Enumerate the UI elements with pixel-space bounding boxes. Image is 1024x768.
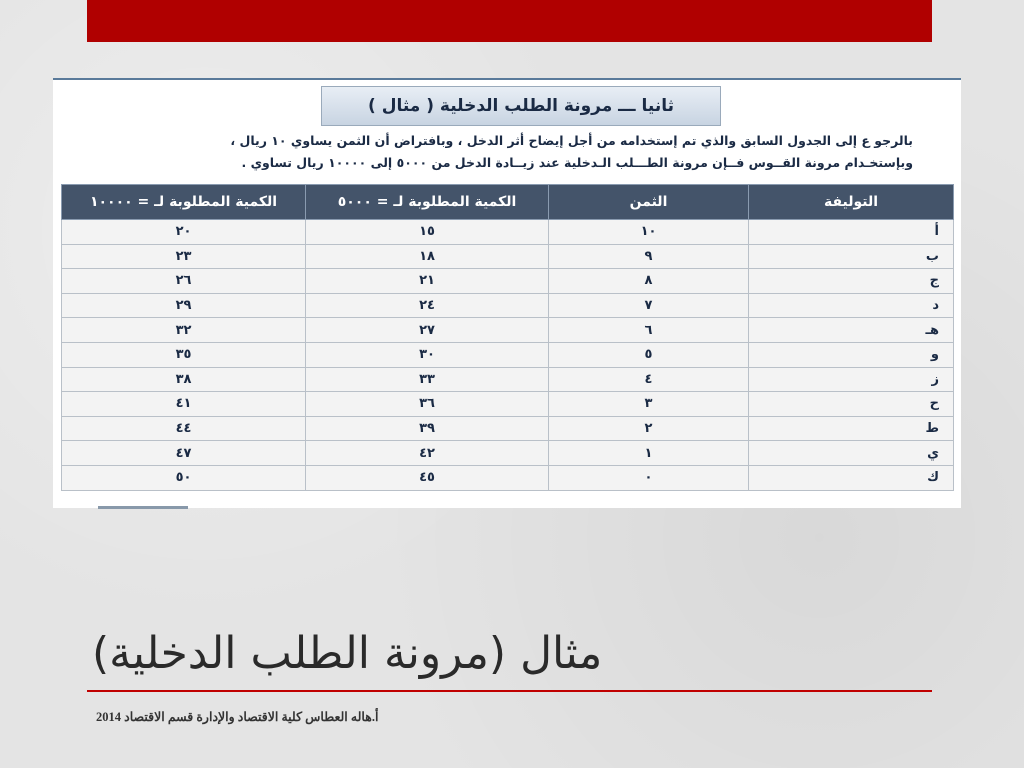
cell-qty-5000: ٣٠: [306, 342, 549, 367]
cell-combination: ح: [749, 392, 954, 417]
demand-table: [61, 184, 954, 491]
cell-price: ٦: [549, 318, 749, 343]
cell-combination: أ: [749, 220, 954, 245]
cell-qty-5000: ٤٢: [306, 441, 549, 466]
table-row: [62, 220, 954, 245]
cell-combination: ز: [749, 367, 954, 392]
table-row: [62, 269, 954, 294]
cell-qty-10000: ٢٠: [62, 220, 306, 245]
cell-qty-5000: ٣٦: [306, 392, 549, 417]
header-price: الثمن: [549, 185, 749, 220]
cell-combination: د: [749, 293, 954, 318]
figure-heading: ثانيا ـــ مرونة الطلب الدخلية ( مثال ): [321, 86, 721, 126]
table-row: [62, 441, 954, 466]
table-row: [62, 293, 954, 318]
cell-qty-10000: ٤٤: [62, 416, 306, 441]
cell-price: ٧: [549, 293, 749, 318]
cell-qty-5000: ٢٧: [306, 318, 549, 343]
cell-qty-5000: ٤٥: [306, 465, 549, 490]
slide-footer: أ.هاله العطاس كلية الاقتصاد والإدارة قسم الاقتصاد 2014: [96, 710, 379, 724]
cell-qty-5000: ١٨: [306, 244, 549, 269]
cell-price: ١: [549, 441, 749, 466]
cell-price: ٢: [549, 416, 749, 441]
cell-qty-10000: ٣٥: [62, 342, 306, 367]
intro-line: وبإستخـدام مرونة القــوس فــإن مرونة الطـــلب الـدخلية عند زيــادة الدخل من ٥٠٠٠ إلى ١٠٠٠٠ ريال تساوي .: [241, 155, 913, 170]
table-body: [62, 220, 954, 491]
cell-price: ٤: [549, 367, 749, 392]
cell-qty-10000: ٢٦: [62, 269, 306, 294]
cell-combination: ك: [749, 465, 954, 490]
top-accent-bar: [87, 0, 932, 42]
cell-price: ٨: [549, 269, 749, 294]
cell-price: ٩: [549, 244, 749, 269]
cell-combination: ب: [749, 244, 954, 269]
cell-qty-10000: ٣٨: [62, 367, 306, 392]
table-row: [62, 367, 954, 392]
title-underline: [87, 690, 932, 692]
table-header-row: [62, 185, 954, 220]
figure-divider: [98, 506, 188, 509]
table-row: [62, 392, 954, 417]
cell-price: ١٠: [549, 220, 749, 245]
table-figure: [53, 78, 961, 508]
header-combination: التوليفة: [749, 185, 954, 220]
cell-combination: ج: [749, 269, 954, 294]
cell-qty-5000: ٣٣: [306, 367, 549, 392]
cell-qty-10000: ٣٢: [62, 318, 306, 343]
cell-combination: هـ: [749, 318, 954, 343]
table-row: [62, 318, 954, 343]
cell-qty-5000: ٢٤: [306, 293, 549, 318]
table-row: [62, 244, 954, 269]
cell-price: ٥: [549, 342, 749, 367]
cell-qty-10000: ٤٧: [62, 441, 306, 466]
figure-intro: [183, 130, 913, 174]
cell-price: ٠: [549, 465, 749, 490]
cell-price: ٣: [549, 392, 749, 417]
table-row: [62, 342, 954, 367]
cell-qty-10000: ٢٣: [62, 244, 306, 269]
cell-combination: ط: [749, 416, 954, 441]
header-qty-5000: الكمية المطلوبة لـ = ٥٠٠٠: [306, 185, 549, 220]
slide-title: مثال (مرونة الطلب الدخلية): [92, 628, 603, 679]
cell-qty-10000: ٥٠: [62, 465, 306, 490]
cell-qty-5000: ٣٩: [306, 416, 549, 441]
cell-combination: و: [749, 342, 954, 367]
cell-qty-5000: ٢١: [306, 269, 549, 294]
cell-qty-5000: ١٥: [306, 220, 549, 245]
header-qty-10000: الكمية المطلوبة لـ = ١٠٠٠٠: [62, 185, 306, 220]
table-row: [62, 416, 954, 441]
cell-combination: ي: [749, 441, 954, 466]
intro-line: بالرجو ع إلى الجدول السابق والذي تم إستخدامه من أجل إيضاح أثر الدخل ، وبافتراض أن الثمن يساوي ١٠ ريال ،: [230, 133, 913, 148]
table-row: [62, 465, 954, 490]
cell-qty-10000: ٤١: [62, 392, 306, 417]
cell-qty-10000: ٢٩: [62, 293, 306, 318]
